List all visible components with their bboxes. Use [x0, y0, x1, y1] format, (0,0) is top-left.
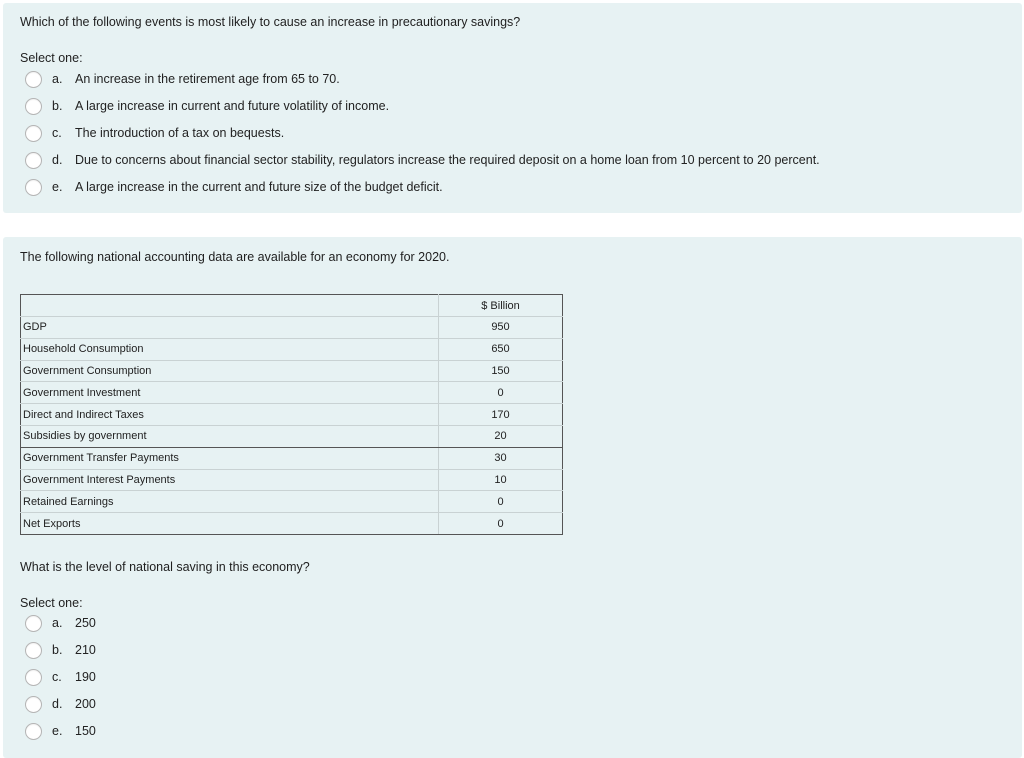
- option-text: A large increase in the current and future size of the budget deficit.: [75, 180, 443, 194]
- option-text: An increase in the retirement age from 65 to 70.: [75, 72, 340, 86]
- row-value: 30: [439, 447, 563, 469]
- select-one-label: Select one:: [20, 596, 83, 610]
- option-text: 200: [75, 697, 96, 711]
- table-header-label: [21, 295, 439, 317]
- question-card-2: [3, 237, 1022, 758]
- radio-button[interactable]: [25, 615, 42, 632]
- table-row: [21, 491, 563, 513]
- option-text: A large increase in current and future volatility of income.: [75, 99, 390, 113]
- radio-button[interactable]: [25, 669, 42, 686]
- row-label: Government Investment: [21, 382, 439, 404]
- row-value: 20: [439, 425, 563, 447]
- option-letter: c.: [52, 670, 62, 684]
- table-row: [21, 447, 563, 469]
- table-row: [21, 338, 563, 360]
- row-value: 950: [439, 317, 563, 339]
- option-b[interactable]: [3, 97, 1003, 117]
- radio-button[interactable]: [25, 723, 42, 740]
- row-label: Net Exports: [21, 513, 439, 535]
- option-e[interactable]: [3, 178, 1003, 198]
- row-value: 0: [439, 513, 563, 535]
- radio-button[interactable]: [25, 98, 42, 115]
- option-d[interactable]: [3, 695, 1003, 715]
- option-text: 210: [75, 643, 96, 657]
- table-header-row: [21, 295, 563, 317]
- option-letter: d.: [52, 697, 63, 711]
- question-card-1: [3, 3, 1022, 213]
- table-row: [21, 382, 563, 404]
- table-row: [21, 425, 563, 447]
- select-one-label: Select one:: [20, 51, 83, 65]
- national-accounts-table: [20, 294, 563, 535]
- row-label: Retained Earnings: [21, 491, 439, 513]
- option-letter: b.: [52, 643, 63, 657]
- option-letter: b.: [52, 99, 63, 113]
- option-d[interactable]: [3, 151, 1003, 171]
- option-c[interactable]: [3, 668, 1003, 688]
- radio-button[interactable]: [25, 642, 42, 659]
- row-value: 10: [439, 469, 563, 491]
- table-header-value: $ Billion: [439, 295, 563, 317]
- option-text: 150: [75, 724, 96, 738]
- option-text: 250: [75, 616, 96, 630]
- table-row: [21, 317, 563, 339]
- option-text: 190: [75, 670, 96, 684]
- row-label: Subsidies by government: [21, 425, 439, 447]
- radio-button[interactable]: [25, 125, 42, 142]
- table-row: [21, 469, 563, 491]
- row-label: Direct and Indirect Taxes: [21, 404, 439, 426]
- option-a[interactable]: [3, 614, 1003, 634]
- question-text: What is the level of national saving in this economy?: [20, 560, 310, 574]
- row-value: 0: [439, 491, 563, 513]
- option-text: Due to concerns about financial sector stability, regulators increase the required deposit on a home loan from 10 percent to 20 percent.: [75, 153, 820, 167]
- option-letter: d.: [52, 153, 63, 167]
- row-value: 170: [439, 404, 563, 426]
- question-text: Which of the following events is most likely to cause an increase in precautionary savings?: [20, 15, 521, 29]
- table-row: [21, 513, 563, 535]
- row-value: 150: [439, 360, 563, 382]
- row-label: Government Transfer Payments: [21, 447, 439, 469]
- option-text: The introduction of a tax on bequests.: [75, 126, 285, 140]
- radio-button[interactable]: [25, 696, 42, 713]
- option-b[interactable]: [3, 641, 1003, 661]
- row-label: Government Interest Payments: [21, 469, 439, 491]
- row-value: 0: [439, 382, 563, 404]
- table-row: [21, 404, 563, 426]
- row-label: GDP: [21, 317, 439, 339]
- option-letter: e.: [52, 724, 63, 738]
- question-intro: The following national accounting data are available for an economy for 2020.: [20, 250, 450, 264]
- row-label: Government Consumption: [21, 360, 439, 382]
- radio-button[interactable]: [25, 152, 42, 169]
- table-row: [21, 360, 563, 382]
- row-value: 650: [439, 338, 563, 360]
- option-letter: a.: [52, 616, 63, 630]
- option-letter: a.: [52, 72, 63, 86]
- option-a[interactable]: [3, 70, 1003, 90]
- option-letter: c.: [52, 126, 62, 140]
- row-label: Household Consumption: [21, 338, 439, 360]
- radio-button[interactable]: [25, 179, 42, 196]
- option-c[interactable]: [3, 124, 1003, 144]
- option-e[interactable]: [3, 722, 1003, 742]
- option-letter: e.: [52, 180, 63, 194]
- radio-button[interactable]: [25, 71, 42, 88]
